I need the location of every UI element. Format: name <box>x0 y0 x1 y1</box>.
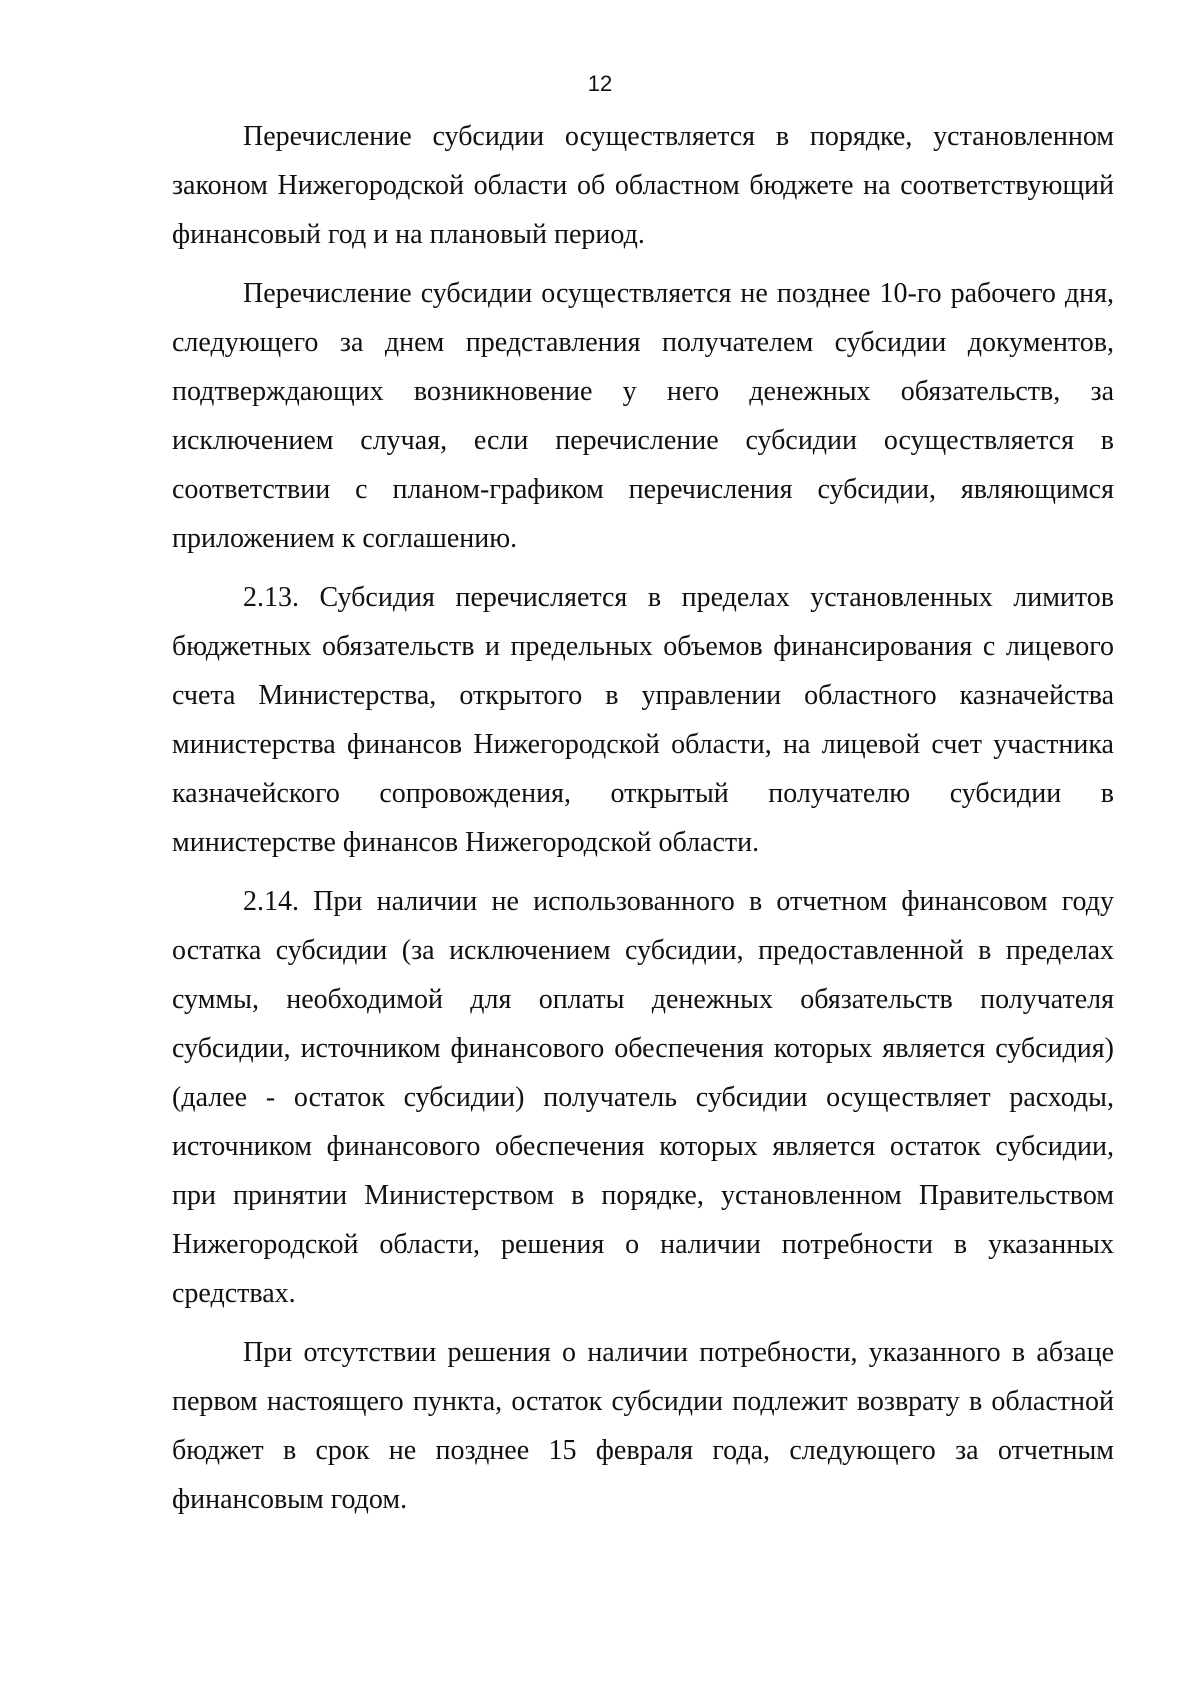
paragraph-refund: При отсутствии решения о наличии потребности, указанного в абзаце первом настоящего пункта, остаток субсидии подлежит возврату в областной бюджет в срок не позднее 15 февраля года, следующего за отчетным финансовым годом. <box>172 1337 1114 1515</box>
paragraph-payment-procedure: Перечисление субсидии осуществляется в порядке, установленном законом Нижегородской области об областном бюджете на соответствующий финансовый год и на плановый период. <box>172 121 1114 250</box>
page-number: 12 <box>587 71 613 96</box>
paragraph-clause-2-14: 2.14. При наличии не использованного в отчетном финансовом году остатка субсидии (за исключением субсидии, предоставленной в пределах суммы, необходимой для оплаты денежных обязательств получателя субсидии, источником финансового обеспечения которых является субсидия) (далее - остаток субсидии) получатель субсидии осуществляет расходы, источником финансового обеспечения которых является остаток субсидии, при принятии Министерством в порядке, установленном Правительством Нижегородской области, решения о наличии потребности в указанных средствах. <box>172 886 1114 1309</box>
document-body <box>172 112 1114 1534</box>
paragraph-payment-deadline: Перечисление субсидии осуществляется не позднее 10-го рабочего дня, следующего за днем представления получателем субсидии документов, подтверждающих возникновение у него денежных обязательств, за исключением случая, если перечисление субсидии осуществляется в соответствии с планом-графиком перечисления субсидии, являющимся приложением к соглашению. <box>172 278 1114 554</box>
paragraph-clause-2-13: 2.13. Субсидия перечисляется в пределах установленных лимитов бюджетных обязательств и предельных объемов финансирования с лицевого счета Министерства, открытого в управлении областного казначейства министерства финансов Нижегородской области, на лицевой счет участника казначейского сопровождения, открытый получателю субсидии в министерстве финансов Нижегородской области. <box>172 582 1114 858</box>
